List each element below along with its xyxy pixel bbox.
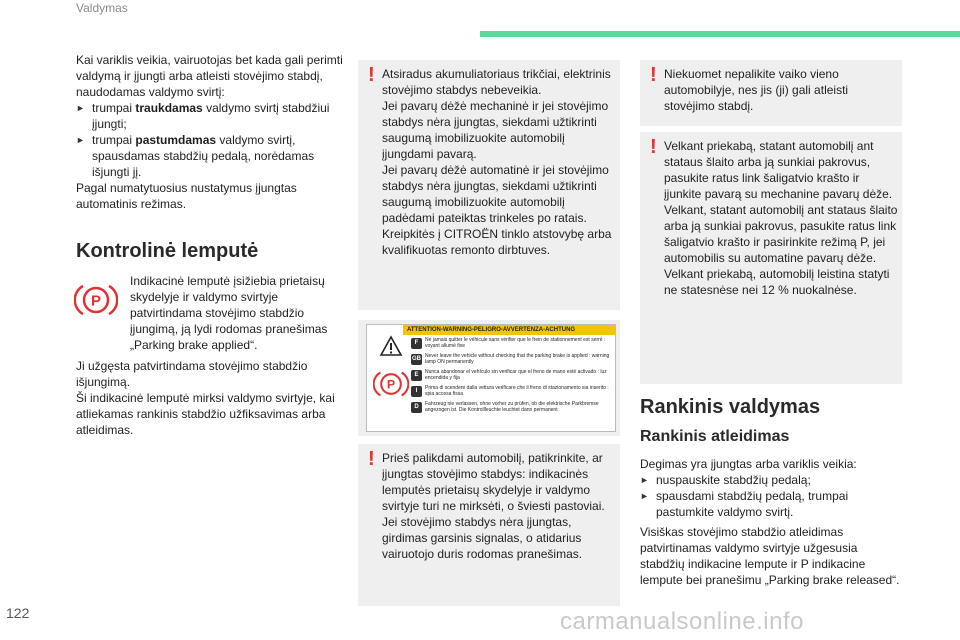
indicator-blink-note: Ši indikacinė lemputė mirksi valdymo svirtyje, kai atliekamas rankinis stabdžio užfiksavimas arba atleidimas. xyxy=(76,391,335,437)
bullet-icon: ► xyxy=(640,491,649,501)
indicator-notes xyxy=(76,358,346,438)
warning-triangle-icon xyxy=(379,335,403,357)
svg-text:P: P xyxy=(386,377,396,392)
section-heading-manual: Rankinis valdymas xyxy=(640,396,821,418)
language-flag: I xyxy=(411,386,422,397)
warning-towing xyxy=(640,132,902,384)
list-item: ► nuspauskite stabdžių pedalą; xyxy=(640,473,811,487)
indicator-description: Indikacinė lemputė įsižiebia prietaisų skydelyje ir valdymo svirtyje patvirtindama stovėjimo stabdžio įjungimą, ją lydi rodomas pranešimas „Parking brake applied“. xyxy=(130,274,328,352)
page-number: 122 xyxy=(6,605,30,621)
list-item: ► spausdami stabdžių pedalą, trumpai pastumkite valdymo svirtį. xyxy=(640,489,849,519)
language-flag: E xyxy=(411,370,422,381)
manual-release-steps xyxy=(640,456,902,520)
warning-child xyxy=(640,60,902,126)
warning-label-sticker xyxy=(358,320,620,436)
list-item: ► trumpai traukdamas valdymo svirtį stabdžiui įjungti; xyxy=(76,101,330,131)
intro-paragraph: Kai variklis veikia, vairuotojas bet kada gali perimti valdymą ir įjungti arba atleisti stovėjimo stabdį, naudodamas valdymo svirtį: xyxy=(76,53,343,99)
label-row: GB Never leave the vehicle without checking that the parking brake is applied : warning lamp ON permanently xyxy=(412,353,610,365)
svg-text:P: P xyxy=(90,292,102,310)
warning-text: Atsiradus akumuliatoriaus trikčiai, elektrinis stovėjimo stabdys nebeveikia. Jei pavarų dėžė mechaninė ir jei stovėjimo stabdys nėra įjungtas, siekdami užtikrinti saugumą imobilizuokite automobilį įjungdami pavarą. Jei pavarų dėžė automatinė ir jei stovėjimo stabdys nėra įjungtas, siekdami užtikrinti saugumą imobilizuokite automobilį padėdami pateiktas trinkeles po ratais. Kreipkitės į CITROËN tinklo atstovybę arba kvalifikuotas remonto dirbtuves. xyxy=(382,67,612,257)
list-item: ► trumpai pastumdamas valdymo svirtį, spausdamas stabdžių pedalą, norėdamas išjungti jį. xyxy=(76,133,315,179)
warning-icon: ! xyxy=(368,448,375,470)
subheading-manual-release: Rankinis atleidimas xyxy=(640,428,790,445)
label-row: E Nunca abandonar el vehículo sin verificar que el freno de mano esté activado : luz encendida y fija xyxy=(411,369,611,385)
release-confirmation: Visiškas stovėjimo stabdžio atleidimas patvirtinamas valdymo svirtyje užgesusia stabdžių indikacine lempute ir P indikacine lempute bei pranešimu „Parking brake released“. xyxy=(640,525,900,587)
warning-text: Prieš palikdami automobilį, patikrinkite, ar įjungtas stovėjimo stabdys: indikacinės lemputės prietaisų skydelyje ir valdymo svirtyje turi ne mirksėti, o šviesti pastoviai. Jei stovėjimo stabdys nėra įjungtas, girdimas garsinis signalas, o atidarius vairuotojo duris rodomas pranešimas. xyxy=(382,451,605,561)
language-flag: D xyxy=(411,402,422,413)
intro-column xyxy=(76,52,346,212)
label-row: D Fahrzeug nie verlassen, ohne vorher zu prüfen, ob die elektrische Parkbremse angezogen ist. Die Kontrollleuchte leuchtet dann permanent xyxy=(411,401,611,417)
warning-icon: ! xyxy=(368,64,375,86)
steps-intro: Degimas yra įjungtas arba variklis veikia: xyxy=(640,457,857,471)
label-rows xyxy=(411,337,611,417)
section-heading-indicator: Kontrolinė lemputė xyxy=(76,240,259,262)
language-flag: GB xyxy=(411,354,422,365)
bullet-icon: ► xyxy=(76,103,85,113)
default-note: Pagal numatytuosius nustatymus įjungtas automatinis režimas. xyxy=(76,181,297,211)
header-accent-bar xyxy=(480,31,960,37)
section-title: Valdymas xyxy=(76,1,128,15)
label-header: ATTENTION-WARNING-PELIGRO-AVVERTENZA-ACHTUNG xyxy=(403,325,615,335)
warning-text: Velkant priekabą, statant automobilį ant stataus šlaito arba ją sunkiai pakrovus, pasukite ratus link šaligatvio krašto ir įjunkite pavarą su mechanine pavarų dėže. Velkant, statant automobilį ant stataus šlaito arba ją sunkiai pakrovus, pasukite ratus link šaligatvio krašto ir pasirinkite režimą P, jei automobilis su automatine pavarų dėže. Velkant priekabą, automobilį leistina statyti ne statesnėse nei 12 % nuokalnėse. xyxy=(664,139,898,297)
warning-battery xyxy=(358,60,620,310)
warning-check-brake xyxy=(358,444,620,606)
warning-text: Niekuomet nepalikite vaiko vieno automobilyje, nes jis (ji) gali atleisti stovėjimo stabdį. xyxy=(664,67,849,113)
parking-brake-icon xyxy=(373,369,409,399)
warning-icon: ! xyxy=(650,64,657,86)
watermark: carmanualsonline.info xyxy=(560,608,804,635)
label-row: I Prima di scendere dalla vettura verificare che il freno di stazionamento sia inserito : spia accesa fissa xyxy=(411,385,611,401)
page-header xyxy=(76,0,960,40)
label-row: F Ne jamais quitter le véhicule sans vérifier que le frein de stationnement est serré : voyant allumé fixe xyxy=(411,337,611,353)
parking-brake-icon xyxy=(74,282,118,318)
indicator-off-note: Ji užgęsta patvirtindama stovėjimo stabdžio išjungimą. xyxy=(76,359,308,389)
language-flag: F xyxy=(411,338,422,349)
warning-icon: ! xyxy=(650,136,657,158)
bullet-icon: ► xyxy=(76,135,85,145)
bullet-icon: ► xyxy=(640,475,649,485)
